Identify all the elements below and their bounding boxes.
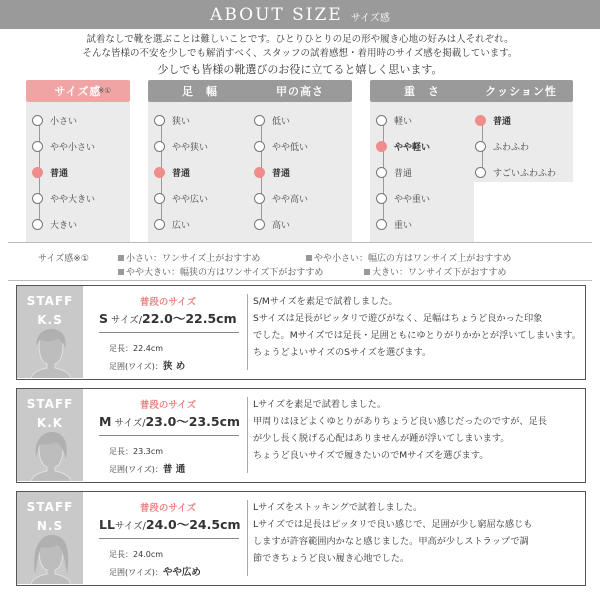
radio-dot-icon <box>376 219 387 230</box>
staff-photo <box>17 286 83 378</box>
scale-option: やや狭い <box>154 138 208 154</box>
divider <box>99 332 239 333</box>
title-bar <box>0 0 600 29</box>
square-bullet-icon <box>118 269 124 275</box>
legend-label: サイズ感※① <box>38 254 89 264</box>
radio-dot-icon <box>32 141 43 152</box>
staff-card <box>16 388 586 483</box>
scale-option-selected: 普通 <box>154 164 190 180</box>
scale-body <box>26 102 130 242</box>
scale-option-selected: 普通 <box>32 164 68 180</box>
scale-option: やや広い <box>154 190 208 206</box>
divider <box>8 280 592 281</box>
scale-option: 小さい <box>32 112 77 128</box>
foot-length: 足長：24.0cm <box>109 550 164 559</box>
scale-option: 普通 <box>376 164 412 180</box>
radio-dot-icon <box>32 193 43 204</box>
scale-option: 大きい <box>32 216 77 232</box>
foot-length: 足長：23.3cm <box>109 447 164 456</box>
scale-option: すごいふわふわ <box>475 164 556 180</box>
staff-comment: Lサイズをストッキングで試着しました。 Lサイズでは足長はピッタリで良い感じで、足囲が少し窮屈な感じも しますが許容範囲内かなと感じました。甲高が少しストラップで調 節できちょうど良い履き心地でした。 <box>253 502 533 564</box>
foot-width: 足囲(ワイズ)：狭 め <box>109 361 186 372</box>
legend-item: 大きい：ワンサイズ下がおすすめ <box>364 265 506 278</box>
scale-option: やや大きい <box>32 190 95 206</box>
scale-option: 狭い <box>154 112 190 128</box>
scale-title: 甲の高さ <box>248 80 352 102</box>
radio-dot-icon <box>254 193 265 204</box>
person-silhouette-icon <box>31 530 71 584</box>
radio-dot-icon <box>376 115 387 126</box>
radio-dot-icon <box>376 167 387 178</box>
page-subtitle: サイズ感 <box>350 12 390 24</box>
intro-line: 少しでも皆様の靴選びのお役に立てると嬉しく思います。 <box>157 63 443 76</box>
scale-option: 高い <box>254 216 290 232</box>
staff-card <box>16 491 586 586</box>
radio-dot-icon <box>376 193 387 204</box>
scale-foot-width <box>148 80 252 242</box>
scale-option: やや低い <box>254 138 308 154</box>
scale-option: ふわふわ <box>475 138 529 154</box>
radio-dot-icon <box>254 141 265 152</box>
radio-dot-icon <box>154 193 165 204</box>
scale-title: サイズ感 <box>26 80 130 102</box>
scale-body <box>148 102 252 242</box>
intro-text <box>0 33 600 78</box>
scale-option: やや高い <box>254 190 308 206</box>
radio-dot-icon <box>154 115 165 126</box>
page-title: ABOUT SIZE <box>210 4 343 25</box>
square-bullet-icon <box>118 255 124 261</box>
usual-size: S サイズ/22.0〜22.5cm <box>99 311 237 326</box>
scale-option-selected: 普通 <box>475 112 511 128</box>
square-bullet-icon <box>364 269 370 275</box>
staff-label: STAFF K.K <box>26 397 74 430</box>
staff-label: STAFF N.S <box>26 500 74 533</box>
scale-option: 重い <box>376 216 412 232</box>
legend-item: やや小さい：幅広の方はワンサイズ上がおすすめ <box>306 251 511 264</box>
scale-option-selected: やや軽い <box>376 138 430 154</box>
radio-dot-icon <box>32 115 43 126</box>
foot-width: 足囲(ワイズ)：普 通 <box>109 464 186 475</box>
scale-body <box>248 102 352 242</box>
intro-line: 試着なしで靴を選ぶことは難しいことです。ひとりひとりの足の形や履き心地の好みは人それぞれ。 <box>86 34 514 45</box>
scale-size-feel <box>26 80 130 242</box>
scale-option-selected: 普通 <box>254 164 290 180</box>
staff-comment: S/Mサイズを素足で試着しました。 Sサイズは足長がピッタリで遊びがなく、足幅はちょうど良かった印象 でした。Mサイズでは足長・足囲ともにゆとりがりかかとが浮いてしまいます。 ちょうどよいサイズのSサイズを選びます。 <box>253 296 582 358</box>
staff-label: STAFF K.S <box>26 294 74 327</box>
selected-dot-icon <box>376 141 387 152</box>
usual-size-heading: 普段のサイズ <box>139 503 197 514</box>
selected-dot-icon <box>475 115 486 126</box>
usual-size-heading: 普段のサイズ <box>139 400 197 411</box>
radio-dot-icon <box>254 115 265 126</box>
scale-weight <box>370 80 474 242</box>
legend-item: 小さい：ワンサイズ上がおすすめ <box>118 251 260 264</box>
person-silhouette-icon <box>31 324 71 378</box>
scale-title: 足 幅 <box>148 80 252 102</box>
radio-dot-icon <box>154 141 165 152</box>
divider <box>247 500 248 576</box>
selected-dot-icon <box>154 167 165 178</box>
staff-photo <box>17 492 83 584</box>
radio-dot-icon <box>475 141 486 152</box>
radio-dot-icon <box>475 167 486 178</box>
radio-dot-icon <box>32 219 43 230</box>
selected-dot-icon <box>32 167 43 178</box>
scale-option: 軽い <box>376 112 412 128</box>
foot-width: 足囲(ワイズ)：やや広め <box>109 567 201 578</box>
divider <box>247 397 248 473</box>
divider <box>99 538 239 539</box>
selected-dot-icon <box>254 167 265 178</box>
scale-option: 低い <box>254 112 290 128</box>
staff-photo <box>17 389 83 481</box>
scale-title: クッション性 <box>469 80 573 102</box>
divider <box>8 242 592 243</box>
staff-card <box>16 285 586 380</box>
scale-option: やや小さい <box>32 138 95 154</box>
usual-size-heading: 普段のサイズ <box>139 297 197 308</box>
square-bullet-icon <box>306 255 312 261</box>
scale-body <box>469 102 573 182</box>
radio-dot-icon <box>154 219 165 230</box>
scale-cushion <box>469 80 573 182</box>
foot-length: 足長：22.4cm <box>109 344 164 353</box>
usual-size: LLサイズ/24.0〜24.5cm <box>99 517 241 532</box>
scale-option: 広い <box>154 216 190 232</box>
scale-option: やや重い <box>376 190 430 206</box>
scale-body <box>370 102 474 242</box>
person-silhouette-icon <box>31 427 71 481</box>
staff-comment: Lサイズを素足で試着しました。 甲周りはほどよくゆとりがありちょうど良い感じだったのですが、足長 が少し長く脱げる心配はありませんが踵が浮いてしまいます。 ちょうど良いサイズで履きたいのでMサイズを選びます。 <box>253 399 547 461</box>
scale-instep-height <box>248 80 352 242</box>
divider <box>247 294 248 370</box>
intro-line: そんな皆様の不安を少しでも解消すべく、スタッフの試着感想・着用時のサイズ感を掲載しています。 <box>82 48 518 59</box>
scale-note: ※① <box>98 86 112 95</box>
scale-title: 重 さ <box>370 80 474 102</box>
usual-size: M サイズ/23.0〜23.5cm <box>99 414 241 429</box>
divider <box>99 435 239 436</box>
radio-dot-icon <box>254 219 265 230</box>
legend-item: やや大きい：幅狭の方はワンサイズ下がおすすめ <box>118 265 323 278</box>
